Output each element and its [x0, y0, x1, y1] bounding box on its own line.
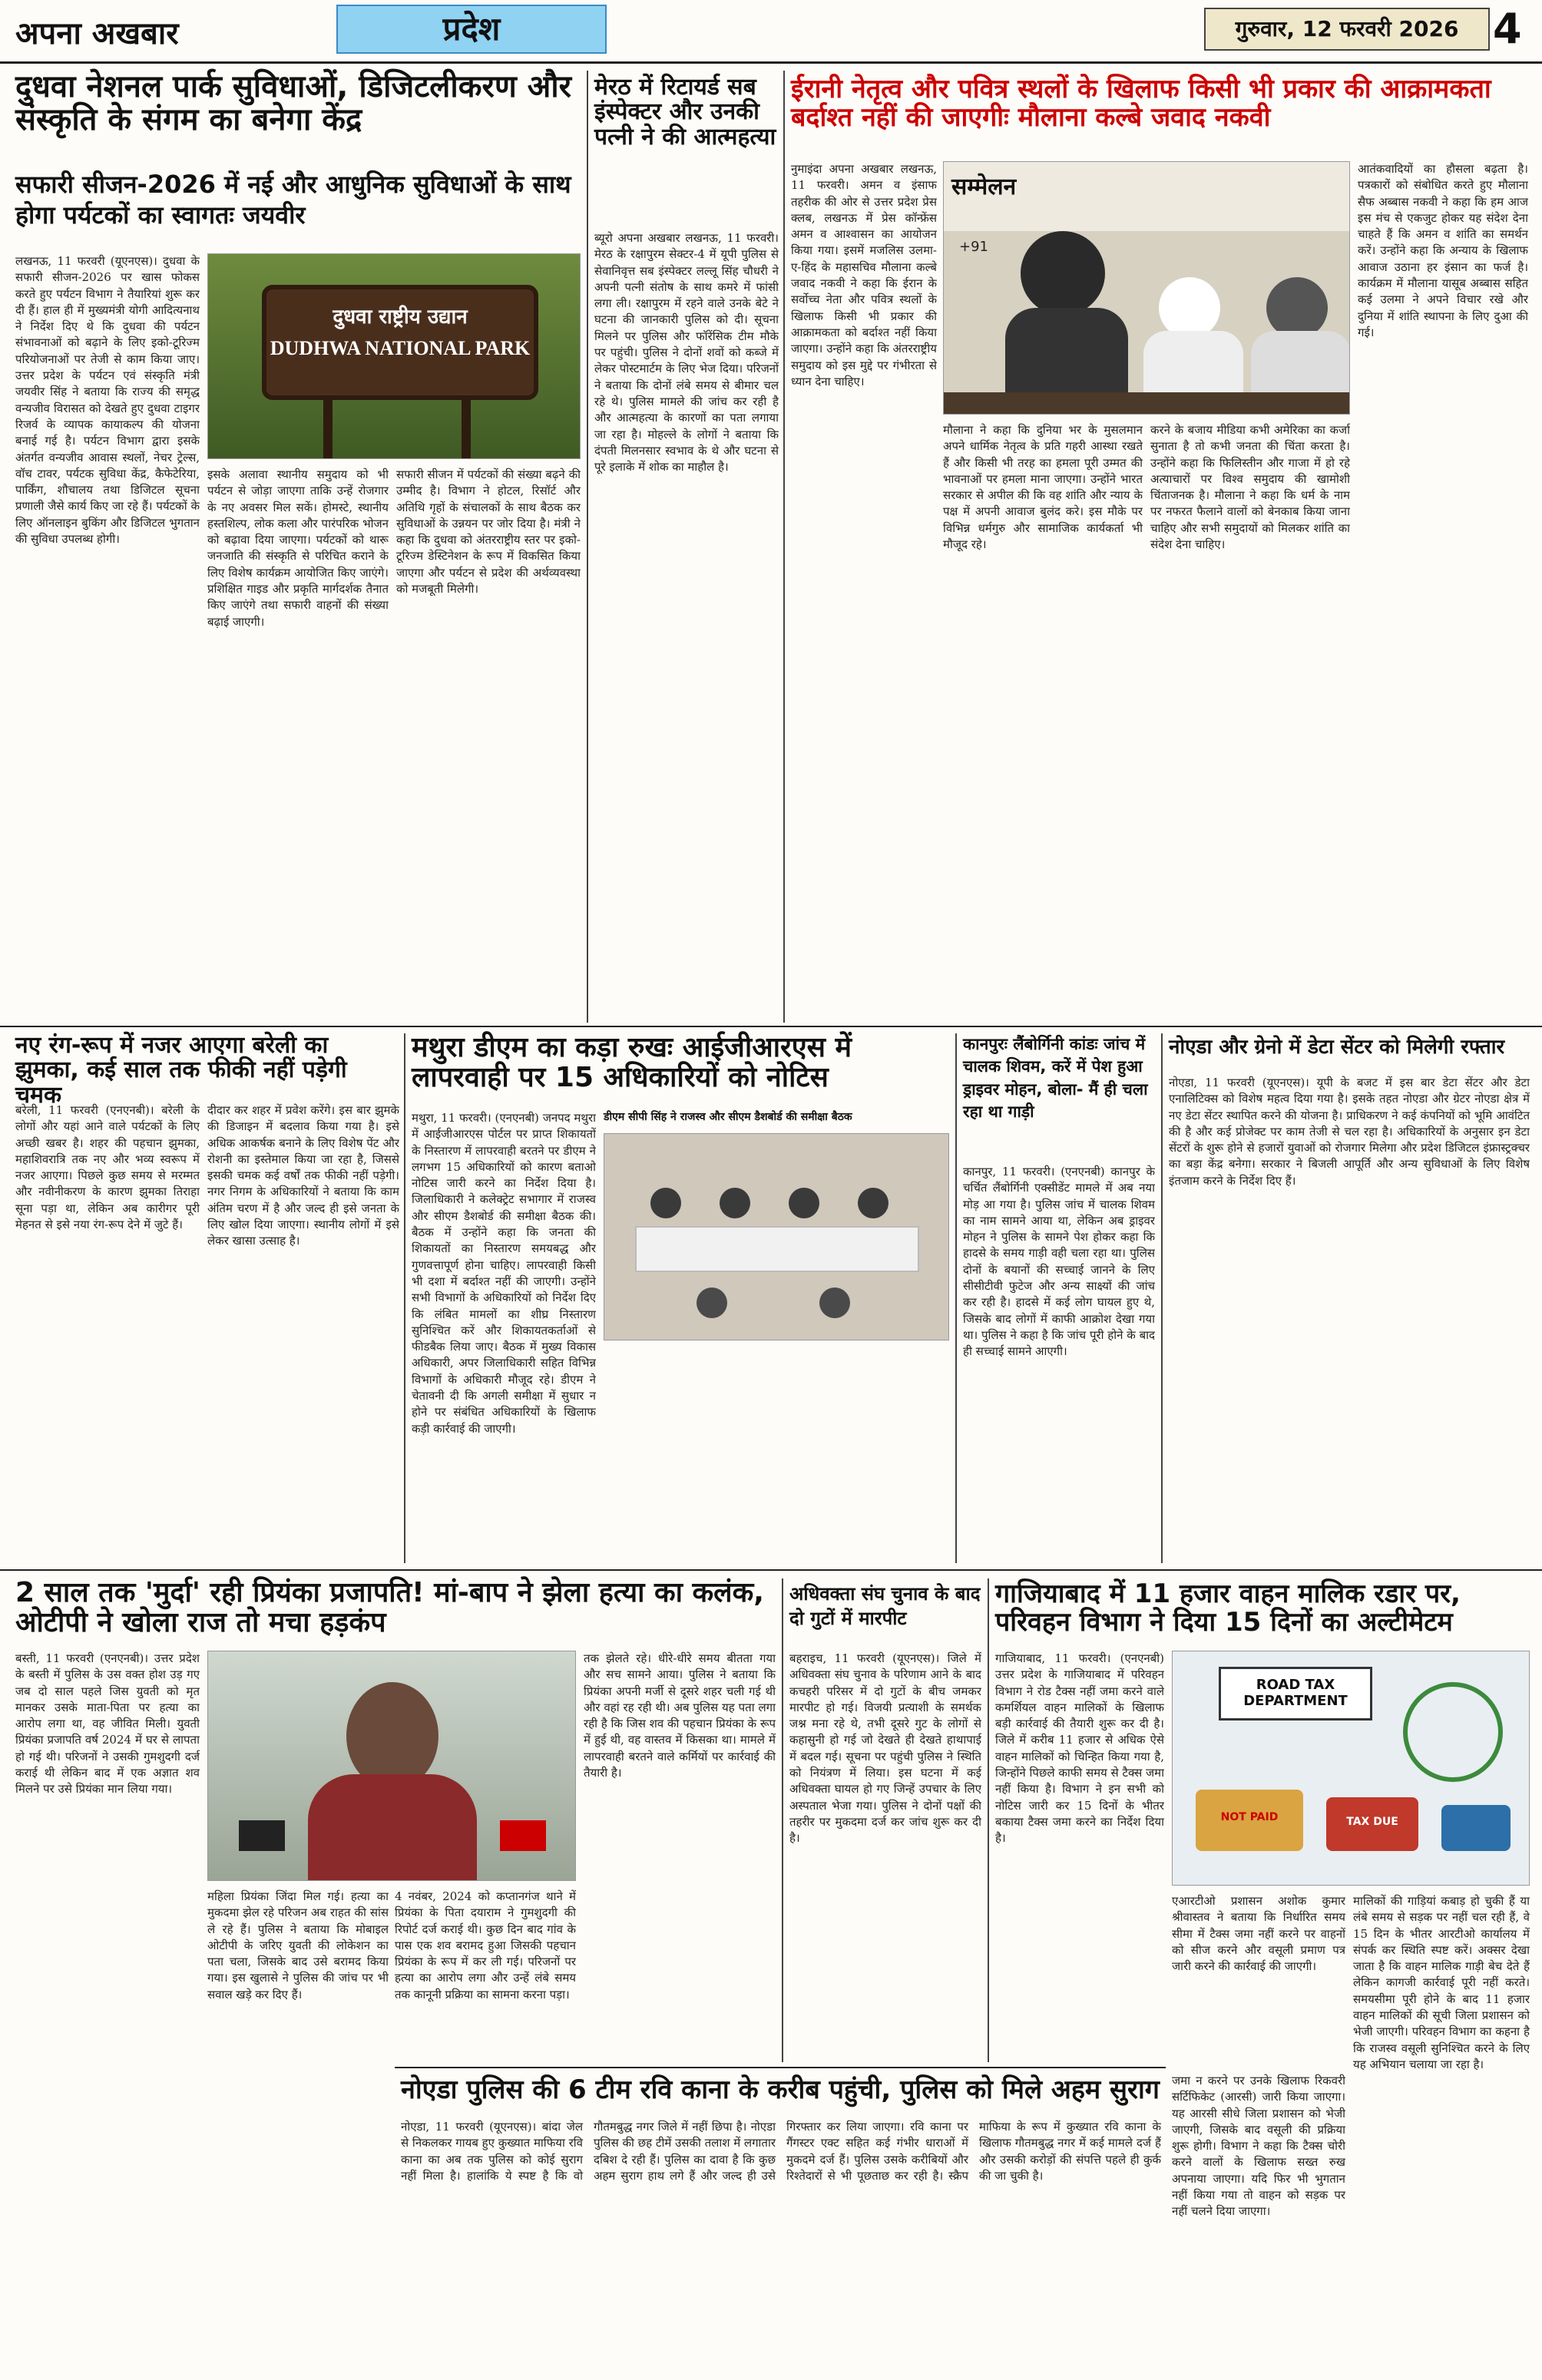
col-rule-4 [955, 1033, 957, 1563]
ghaziabad-body-col1: गाजियाबाद, 11 फरवरी। (एनएनबी) उत्तर प्रदेश के गाजियाबाद में परिवहन विभाग ने रोड टैक्स नहीं जमा करने वाले कमर्शियल वाहन मालिकों के खिलाफ बड़ी कार्रवाई की तैयारी शुरू कर दी है। जिले में करीब 11 हजार से अधिक ऐसे वाहन मालिकों को चिन्हित किया गया है, जिन्होंने पिछले काफी समय से टैक्स जमा नहीं किया है। विभाग ने इन सभी को नोटिस जारी कर 15 दिनों के भीतर बकाया टैक्स जमा करने का निर्देश दिया है। [995, 1651, 1164, 1846]
truck-2 [1326, 1797, 1418, 1851]
priyanka-body-col3: 4 नवंबर, 2024 को कप्तानगंज थाने में प्रियंका के पिता दयाराम ने गुमशुदगी की रिपोर्ट दर्ज कराई थी। कुछ दिन बाद गांव के पास एक शव बरामद हुआ जिसकी पहचान प्रियंका के रूप में कर ली गई। परिजनों पर हत्या का आरोप लगा और उन्हें लंबे समय तक कानूनी प्रक्रिया का सामना करना पड़ा। [395, 1889, 576, 2002]
iran-body-col1: नुमाइंदा अपना अखबार लखनऊ, 11 फरवरी। अमन व इंसाफ तहरीक की ओर से उत्तर प्रदेश प्रेस क्लब, लखनऊ में प्रेस कॉन्फ्रेंस अमन व आश्वासन का आयोजन किया गया। इसमें मजलिस उलमा-ए-हिंद के महासचिव मौलाना कल्बे जवाद नकवी ने कहा कि ईरान के सर्वोच्च नेता और पवित्र स्थलों के खिलाफ किसी भी प्रकार की आक्रामकता को बर्दाश्त नहीं किया जाएगा। उन्होंने कहा कि अंतरराष्ट्रीय समुदाय को इस मुद्दे पर गंभीरता से ध्यान देना चाहिए। [791, 162, 937, 388]
road-tax-sign: ROAD TAX DEPARTMENT [1219, 1667, 1372, 1721]
col-rule-5 [1161, 1033, 1163, 1563]
iran-body-col4: आतंकवादियों का हौसला बढ़ता है। पत्रकारों को संबोधित करते हुए मौलाना सैफ अब्बास नकवी ने कहा कि हम आज इस मंच से एकजुट होकर यह संदेश देना चाहते हैं कि अमन व शांति का समर्थन करें। उन्होंने कहा कि अन्याय के खिलाफ आवाज उठाना हर इंसान का फर्ज है। कार्यक्रम में मौलाना यासूब अब्बास सहित कई उलमा ने अपने विचार रखे और दुनिया में शांति स्थापना के लिए दुआ की गई। [1358, 162, 1528, 339]
dudhwa-body-col2: इसके अलावा स्थानीय समुदाय को भी पर्यटन से जोड़ा जाएगा ताकि उन्हें रोजगार के नए अवसर मिल सकें। होमस्टे, स्थानीय हस्तशिल्प, लोक कला और पारंपरिक भोजन को बढ़ावा दिया जाएगा। पर्यटकों को थारू जनजाति की संस्कृति से परिचित कराने के लिए विशेष कार्यक्रम आयोजित किए जाएंगे। प्रशिक्षित गाइड और प्रकृति मार्गदर्शक तैनात किए जाएंगे तथा सफारी वाहनों की संख्या बढ़ाई जाएगी। [207, 468, 389, 629]
ghaziabad-image [1172, 1651, 1530, 1886]
press-table [944, 392, 1350, 415]
official-5 [697, 1288, 727, 1318]
masthead-rule [0, 61, 1542, 64]
ghaziabad-body-col4: मालिकों की गाड़ियां कबाड़ हो चुकी हैं या लंबे समय से सड़क पर नहीं चल रही हैं, वे 15 दिन के भीतर आरटीओ कार्यालय में संपर्क कर स्थिति स्पष्ट करें। अक्सर देखा जाता है कि वाहन मालिक गाड़ी बेच देते हैं लेकिन कागजी कार्रवाई पूरी नहीं करते। समयसीमा पूरी होने के बाद 11 हजार वाहन मालिकों की सूची जिला प्रशासन को भेजी जाएगी। परिवहन विभाग का कहना है कि राजस्व वसूली सुनिश्चित करने के लिए यह अभियान चलाया जा रहा है। [1353, 1894, 1530, 2071]
dudhwa-headline: दुधवा नेशनल पार्क सुविधाओं, डिजिटलीकरण और संस्कृति के संगम का बनेगा केंद्र [15, 69, 571, 138]
priyanka-image [207, 1651, 576, 1881]
car-1 [1441, 1805, 1511, 1851]
sign-post-right [462, 400, 471, 459]
col-rule-6 [782, 1578, 783, 2062]
park-sign-hindi: दुधवा राष्ट्रीय उद्यान [333, 306, 468, 329]
brand-name: अपना अखबार [15, 16, 179, 51]
microphone-1 [239, 1820, 285, 1851]
col-rule-7 [988, 1578, 989, 2062]
noida-police-headline: नोएडा पुलिस की 6 टीम रवि काना के करीब पहुंची, पुलिस को मिले अहम सुराग [401, 2074, 1160, 2105]
cleric-2-cap [1159, 277, 1220, 339]
press-banner: सम्मेलन [944, 162, 1350, 231]
woman-head [346, 1682, 438, 1790]
ghaziabad-body-col2: एआरटीओ प्रशासन अशोक कुमार श्रीवास्तव ने बताया कि निर्धारित समय सीमा में टैक्स जमा नहीं करने पर वाहनों को सीज करने और वसूली प्रमाण पत्र जारी करने की कार्रवाई की जाएगी। [1172, 1894, 1345, 1974]
official-3 [789, 1188, 819, 1218]
dudhwa-subhead: सफारी सीजन-2026 में नई और आधुनिक सुविधाओं के साथ होगा पर्यटकों का स्वागतः जयवीर [15, 170, 571, 230]
col-rule-2 [783, 71, 785, 1023]
truck-2-label: TAX DUE [1346, 1816, 1398, 1828]
official-2 [720, 1188, 750, 1218]
advocates-body: बहराइच, 11 फरवरी (यूएनएस)। जिले में अधिवक्ता संघ चुनाव के परिणाम आने के बाद कचहरी परिसर में दो गुटों के बीच जमकर मारपीट हो गई। विजयी प्रत्याशी के समर्थक जश्न मना रहे थे, तभी दूसरे गुट के लोगों से कहासुनी हो गई जो देखते ही देखते हाथापाई में बदल गई। सूचना पर पहुंची पुलिस ने स्थिति को नियंत्रण में लिया। इस घटना में कई अधिवक्ता घायल हो गए जिन्हें उपचार के लिए अस्पताल भेजा गया। पुलिस ने दोनों पक्षों की तहरीर पर मुकदमा दर्ज कर जांच शुरू कर दी है। [789, 1651, 981, 1846]
advocates-headline: अधिवक्ता संघ चुनाव के बाद दो गुटों में मारपीट [789, 1583, 981, 1630]
woman-clothing [308, 1774, 477, 1881]
datacenter-headline: नोएडा और ग्रेनो में डेटा सेंटर को मिलेगी रफ्तार [1169, 1036, 1505, 1059]
bareilly-headline: नए रंग-रूप में नजर आएगा बरेली का झुमका, कई साल तक फीकी नहीं पड़ेगी चमक [15, 1032, 347, 1109]
mathura-headline: मथुरा डीएम का कड़ा रुखः आईजीआरएस में लापरवाही पर 15 अधिकारियों को नोटिस [412, 1032, 852, 1093]
row-rule-1 [0, 1026, 1542, 1027]
cleric-3-cap [1266, 277, 1328, 339]
priyanka-body-col2: महिला प्रियंका जिंदा मिल गई। हत्या का मुकदमा झेल रहे परिजन अब राहत की सांस ले रहे हैं। पुलिस ने बताया कि मोबाइल ओटीपी के जरिए युवती की लोकेशन का पता चला, जिसके बाद उसे बरामद किया गया। इस खुलासे ने पुलिस की जांच पर भी सवाल खड़े कर दिए हैं। [207, 1889, 389, 2002]
priyanka-body-col1: बस्ती, 11 फरवरी (एनएनबी)। उत्तर प्रदेश के बस्ती में पुलिस के उस वक्त होश उड़ गए जब दो साल पहले जिस युवती को मृत मानकर उसके माता-पिता पर हत्या का आरोप लगा था, वह जीवित मिली। युवती प्रियंका प्रजापति वर्ष 2024 में घर से लापता हो गई थी। परिजनों ने उसकी गुमशुदगी दर्ज कराई थी लेकिन बाद में एक अज्ञात शव मिलने पर उसे प्रियंका मान लिया गया। [15, 1651, 200, 1797]
priyanka-headline: 2 साल तक 'मुर्दा' रही प्रियंका प्रजापति! मां-बाप ने झेला हत्या का कलंक, ओटीपी ने खोला राज तो मचा हड़कंप [15, 1577, 764, 1638]
mathura-meeting-image [604, 1133, 949, 1340]
press-banner-phone: +91 [959, 239, 988, 255]
row-rule-2 [0, 1569, 1542, 1571]
ghaziabad-headline: गाजियाबाद में 11 हजार वाहन मालिक रडार पर, परिवहन विभाग ने दिया 15 दिनों का अल्टीमेटम [995, 1578, 1461, 1638]
masthead [0, 0, 1542, 60]
dudhwa-body-col1: लखनऊ, 11 फरवरी (यूएनएस)। दुधवा के सफारी सीजन-2026 पर खास फोकस करते हुए पर्यटन विभाग ने तैयारियां शुरू कर दी हैं। हाल ही में मुख्यमंत्री योगी आदित्यनाथ ने निर्देश दिए थे कि दुधवा की पर्यटन संभावनाओं को बढ़ाने के लिए इको-टूरिज्म परियोजनाओं पर तेजी से काम किया जाए। उत्तर प्रदेश के पर्यटन एवं संस्कृति मंत्री जयवीर सिंह ने बताया कि राज्य की समृद्ध वन्यजीव विरासत को देखते हुए दुधवा टाइगर रिजर्व के व्यापक कायाकल्प की योजना बनाई गई है। पर्यटन विभाग द्वारा इसके अंतर्गत वन्यजीव आवास स्थलों, नेचर ट्रेल्स, वॉच टावर, पर्यटक सुविधा केंद्र, कैफेटेरिया, पार्किंग, शौचालय तथा डिजिटल सूचना प्रणाली जैसे कार्य किए जा रहे हैं। पर्यटकों के लिए ऑनलाइन बुकिंग और डिजिटल भुगतान की सुविधा उपलब्ध होगी। [15, 254, 200, 547]
noida-police-body: नोएडा, 11 फरवरी (यूएनएस)। बांदा जेल से निकलकर गायब हुए कुख्यात माफिया रवि काना का अब तक पुलिस को कोई सुराग नहीं मिला है। हालांकि ये स्पष्ट है कि वो गौतमबुद्ध नगर जिले में नहीं छिपा है। नोएडा पुलिस की छह टीमें उसकी तलाश में लगातार दबिश दे रही हैं। पुलिस का दावा है कि कुछ अहम सुराग हाथ लगे हैं और जल्द ही उसे गिरफ्तार कर लिया जाएगा। रवि काना पर गैंगस्टर एक्ट सहित कई गंभीर धाराओं में मुकदमे दर्ज हैं। पुलिस उसके करीबियों और रिश्तेदारों से भी पूछताछ कर रही है। स्क्रैप माफिया के रूप में कुख्यात रवि काना के खिलाफ गौतमबुद्ध नगर में कई मामले दर्ज हैं और उसकी करोड़ों की संपत्ति पहले ही कुर्क की जा चुकी है। [401, 2120, 1161, 2183]
truck-1-label: NOT PAID [1220, 1811, 1279, 1823]
iran-headline: ईरानी नेतृत्व और पवित्र स्थलों के खिलाफ किसी भी प्रकार की आक्रामकता बर्दाश्त नहीं की जाएगीः मौलाना कल्बे जवाद नकवी [791, 74, 1491, 133]
meeting-table [635, 1226, 919, 1272]
col-rule-1 [587, 71, 588, 1023]
dudhwa-body-col3: सफारी सीजन में पर्यटकों की संख्या बढ़ने की उम्मीद है। विभाग ने होटल, रिसॉर्ट और अतिथि गृहों के संचालकों के साथ बैठक कर सुविधाओं के उन्नयन पर जोर दिया है। मंत्री ने कहा कि दुधवा को अंतरराष्ट्रीय स्तर पर इको-टूरिज्म डेस्टिनेशन के रूप में विकसित किया जाएगा और पर्यटन से प्रदेश की अर्थव्यवस्था को मजबूती मिलेगी। [396, 468, 581, 597]
row-rule-3 [395, 2067, 1166, 2068]
page-number: 4 [1493, 5, 1522, 53]
mathura-caption: डीएम सीपी सिंह ने राजस्व और सीएम डैशबोर्ड की समीक्षा बैठक [604, 1111, 852, 1123]
park-sign-english: DUDHWA NATIONAL PARK [270, 337, 531, 359]
bareilly-body-col1: बरेली, 11 फरवरी (एनएनबी)। बरेली के लोगों और यहां आने वाले पर्यटकों के लिए अच्छी खबर है। शहर की पहचान झुमका, महाशिवरात्रि तक नए और भव्य स्वरूप में नजर आएगा। पिछले कुछ समय से मरम्मत और नवीनीकरण के कारण झुमका तिराहा सूना पड़ा था, लेकिन अब कारीगर पूरी मेहनत से इसे नया रंग-रूप देने में जुटे हैं। [15, 1103, 200, 1232]
col-rule-3 [404, 1033, 405, 1563]
datacenter-body: नोएडा, 11 फरवरी (यूएनएस)। यूपी के बजट में इस बार डेटा सेंटर और डेटा एनालिटिक्स को विशेष महत्व दिया गया है। इसके तहत नोएडा और ग्रेटर नोएडा क्षेत्र में नए डेटा सेंटर स्थापित करने की योजना है। प्राधिकरण ने कई कंपनियों को भूमि आवंटित की है और कई प्रोजेक्ट पर काम तेजी से चल रहा है। अधिकारियों के अनुसार इन डेटा सेंटरों के शुरू होने से हजारों युवाओं को रोजगार मिलेगा और प्रदेश डिजिटल इंफ्रास्ट्रक्चर का बड़ा केंद्र बनेगा। सरकार ने बिजली आपूर्ति और अन्य सुविधाओं के लिए विशेष इंतजाम करने के निर्देश दिए हैं। [1169, 1076, 1530, 1188]
kanpur-body: कानपुर, 11 फरवरी। (एनएनबी) कानपुर के चर्चित लैंबोर्गिनी एक्सीडेंट मामले में अब नया मोड़ आ गया है। पुलिस जांच में चालक शिवम का नाम सामने आया था, लेकिन अब ड्राइवर मोहन ने पुलिस के सामने पेश होकर कहा कि हादसे के समय गाड़ी वही चला रहा था। पुलिस दोनों के बयानों की सच्चाई जानने के लिए सीसीटीवी फुटेज और अन्य साक्ष्यों की जांच कर रही है। हादसे में कई लोग घायल हुए थे, जिसके बाद लोगों में काफी आक्रोश देखा गया था। पुलिस ने कहा है कि जांच पूरी होने के बाद ही सच्चाई सामने आएगी। [963, 1165, 1155, 1359]
iran-body-col3: करने के बजाय मीडिया कभी अमेरिका का कर्जा सुनाता है तो कभी जनता की चिंता करता है। उन्होंने कहा कि फिलिस्तीन और गाजा में हो रहे अत्याचारों पर विश्व समुदाय की खामोशी चिंताजनक है। मौलाना ने कहा कि धर्म के नाम पर नफरत फैलाने वालों को बेनकाब किया जाना चाहिए और सभी समुदायों को मिलकर शांति का संदेश देना चाहिए। [1150, 423, 1350, 552]
radar-icon [1403, 1682, 1503, 1782]
meerut-headline: मेरठ में रिटायर्ड सब इंस्पेक्टर और उनकी पत्नी ने की आत्महत्या [594, 74, 776, 150]
iran-body-col2: मौलाना ने कहा कि दुनिया भर के मुसलमान अपने धार्मिक नेतृत्व के प्रति गहरी आस्था रखते हैं और किसी भी तरह का हमला पूरी उम्मत की भावनाओं पर हमला माना जाएगा। उन्होंने भारत सरकार से अपील की कि वह शांति और न्याय के पक्ष में अपनी आवाज बुलंद करे। इस मौके पर विभिन्न धर्मगुरु और सामाजिक कार्यकर्ता भी मौजूद रहे। [943, 423, 1143, 552]
official-6 [819, 1288, 850, 1318]
park-sign-board [262, 285, 538, 400]
iran-press-image [943, 161, 1350, 415]
cleric-1-turban [1021, 231, 1105, 316]
official-4 [858, 1188, 888, 1218]
microphone-2 [500, 1820, 546, 1851]
ghaziabad-body-col3: जमा न करने पर उनके खिलाफ रिकवरी सर्टिफिकेट (आरसी) जारी किया जाएगा। यह आरसी सीधे जिला प्रशासन को भेजी जाएगी, जिसके बाद वसूली की प्रक्रिया शुरू होगी। विभाग ने कहा कि टैक्स चोरी करने वालों के खिलाफ सख्त रुख अपनाया जाएगा। यदि फिर भी भुगतान नहीं किया गया तो वाहन को सड़क पर नहीं चलने दिया जाएगा। [1172, 2074, 1345, 2219]
official-1 [650, 1188, 681, 1218]
sign-post-left [323, 400, 333, 459]
bareilly-body-col2: दीदार कर शहर में प्रवेश करेंगे। इस बार झुमके की डिजाइन में बदलाव किया गया है। इसे अधिक आकर्षक बनाने के लिए विशेष पेंट और रोशनी का इस्तेमाल किया जा रहा है, जिससे इसकी चमक कई वर्षों तक फीकी नहीं पड़ेगी। नगर निगम के अधिकारियों ने बताया कि काम अंतिम चरण में है और जल्द ही इसे जनता के लिए खोल दिया जाएगा। स्थानीय लोगों में इसे लेकर खासा उत्साह है। [207, 1103, 399, 1248]
section-label: प्रदेश [336, 5, 607, 54]
kanpur-headline: कानपुरः लैंबोर्गिनी कांडः जांच में चालक शिवम, करें में पेश हुआ ड्राइवर मोहन, बोला- मैं ही चला रहा था गाड़ी [963, 1035, 1148, 1122]
issue-date: गुरुवार, 12 फरवरी 2026 [1204, 8, 1490, 51]
truck-1 [1196, 1790, 1303, 1851]
mathura-body: मथुरा, 11 फरवरी। (एनएनबी) जनपद मथुरा में आईजीआरएस पोर्टल पर प्राप्त शिकायतों के निस्तारण में लापरवाही बरतने पर डीएम ने लगभग 15 अधिकारियों को कारण बताओ नोटिस जारी करने का निर्देश दिया है। जिलाधिकारी ने कलेक्ट्रेट सभागार में राजस्व और सीएम डैशबोर्ड की समीक्षा बैठक की। बैठक में उन्होंने कहा कि जनता की शिकायतों का निस्तारण समयबद्ध और गुणवत्तापूर्ण होना चाहिए। लापरवाही किसी भी दशा में बर्दाश्त नहीं की जाएगी। उन्होंने सभी विभागों के अधिकारियों को निर्देश दिए कि लंबित मामलों का शीघ्र निस्तारण सुनिश्चित करें और शिकायतकर्ताओं से फीडबैक लिया जाए। बैठक में मुख्य विकास अधिकारी, अपर जिलाधिकारी सहित विभिन्न विभागों के अधिकारी मौजूद रहे। डीएम ने चेतावनी दी कि अगली समीक्षा में सुधार न होने पर संबंधित अधिकारियों के खिलाफ कड़ी कार्रवाई की जाएगी। [412, 1111, 596, 1436]
meerut-body: ब्यूरो अपना अखबार लखनऊ, 11 फरवरी। मेरठ के रक्षापुरम सेक्टर-4 में यूपी पुलिस से सेवानिवृत्त सब इंस्पेक्टर लल्लू सिंह चौधरी ने अपनी पत्नी संतोष के साथ कमरे में फांसी लगा ली। रक्षापुरम में रहने वाले उनके बेटे ने घटना की जानकारी पुलिस को दी। सूचना मिलने पर पुलिस और फॉरेंसिक टीम मौके पर पहुंची। पुलिस ने दोनों शवों को कब्जे में लेकर पोस्टमार्टम के लिए भेज दिया। परिजनों ने बताया कि दोनों लंबे समय से बीमार चल रहे थे। पुलिस मामले की जांच कर रही है और आत्महत्या के कारणों का पता लगाया जा रहा है। मोहल्ले के लोगों ने बताया कि दंपती मिलनसार स्वभाव के थे और घटना से पूरे इलाके में शोक का माहौल है। [594, 231, 779, 474]
dudhwa-image [207, 253, 581, 459]
priyanka-body-col4: तक झेलते रहे। धीरे-धीरे समय बीतता गया और सच सामने आया। पुलिस ने बताया कि प्रियंका अपनी मर्जी से दूसरे शहर चली गई थी और वहां रह रही थी। अब पुलिस यह पता लगा रही है कि जिस शव की पहचान प्रियंका के रूप में हुई थी, वह वास्तव में किसका था। मामले में लापरवाही बरतने वाले कर्मियों पर कार्रवाई की तैयारी है। [584, 1651, 776, 1780]
